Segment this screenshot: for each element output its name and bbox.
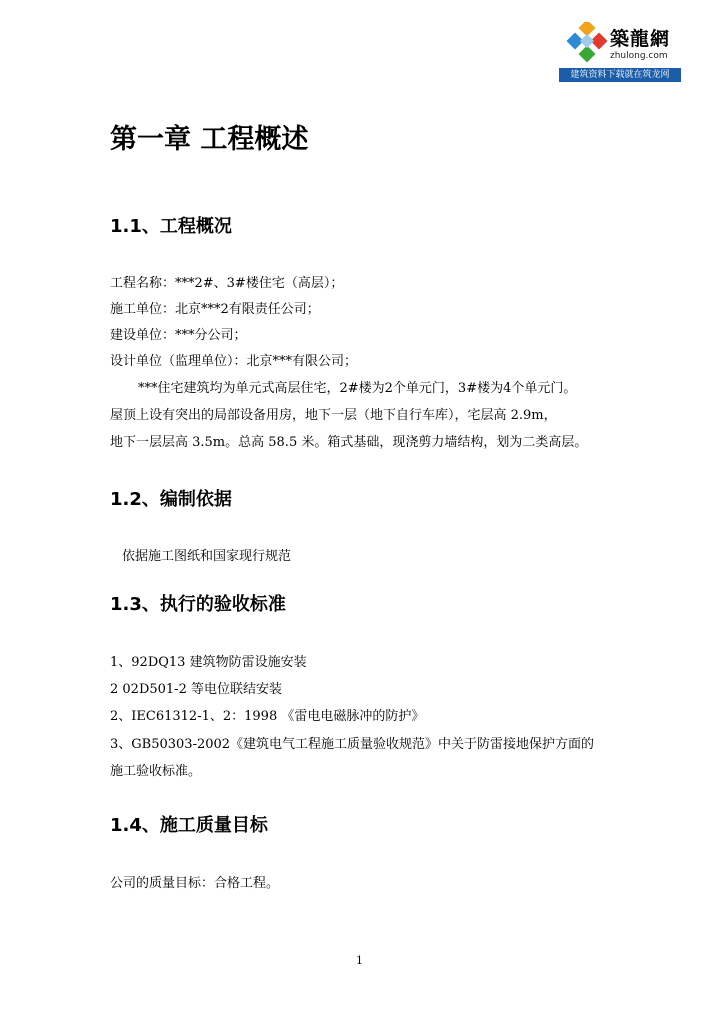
standard-line-1: 1、92DQ13 建筑物防雷设施安装 bbox=[110, 655, 307, 670]
standard-line-5: 施工验收标准。 bbox=[110, 764, 202, 779]
chapter-title: 第一章 工程概述 bbox=[110, 124, 309, 155]
standard-line-2: 2 02D501-2 等电位联结安装 bbox=[110, 682, 282, 697]
section-heading-1-1: 1.1、工程概况 bbox=[110, 216, 232, 237]
logo-url: zhulong.com bbox=[610, 51, 668, 61]
quality-goal-line: 公司的质量目标：合格工程。 bbox=[110, 876, 280, 891]
standard-line-4: 3、GB50303-2002《建筑电气工程施工质量验收规范》中关于防雷接地保护方面的 bbox=[110, 737, 595, 752]
page-number: 1 bbox=[356, 954, 363, 967]
contractor-line: 施工单位：北京***2有限责任公司； bbox=[110, 302, 320, 317]
project-name-line: 工程名称：***2#、3#楼住宅（高层）； bbox=[110, 276, 344, 291]
overview-paragraph-line-1: ***住宅建筑均为单元式高层住宅，2#楼为2个单元门，3#楼为4个单元门。 bbox=[138, 381, 577, 396]
section-heading-1-3: 1.3、执行的验收标准 bbox=[110, 594, 286, 615]
logo-banner: 建筑资料下载就在筑龙网 bbox=[559, 68, 681, 82]
logo-name: 築龍網 bbox=[610, 28, 671, 50]
owner-line: 建设单位：***分公司； bbox=[110, 328, 247, 343]
designer-line: 设计单位（监理单位）：北京***有限公司； bbox=[110, 354, 358, 369]
section-heading-1-4: 1.4、施工质量目标 bbox=[110, 815, 268, 836]
standard-line-3: 2、IEC61312-1、2：1998 《雷电电磁脉冲的防护》 bbox=[110, 709, 425, 724]
section-heading-1-2: 1.2、编制依据 bbox=[110, 489, 232, 510]
zhulong-logo bbox=[558, 20, 682, 82]
basis-line: 依据施工图纸和国家现行规范 bbox=[122, 549, 292, 564]
overview-paragraph-line-2: 屋顶上设有突出的局部设备用房，地下一层（地下自行车库），宅层高 2.9m， bbox=[110, 408, 557, 423]
overview-paragraph-line-3: 地下一层层高 3.5m。总高 58.5 米。箱式基础，现浇剪力墙结构，划为二类高层。 bbox=[110, 435, 588, 450]
logo-diamond-icon bbox=[566, 22, 608, 64]
